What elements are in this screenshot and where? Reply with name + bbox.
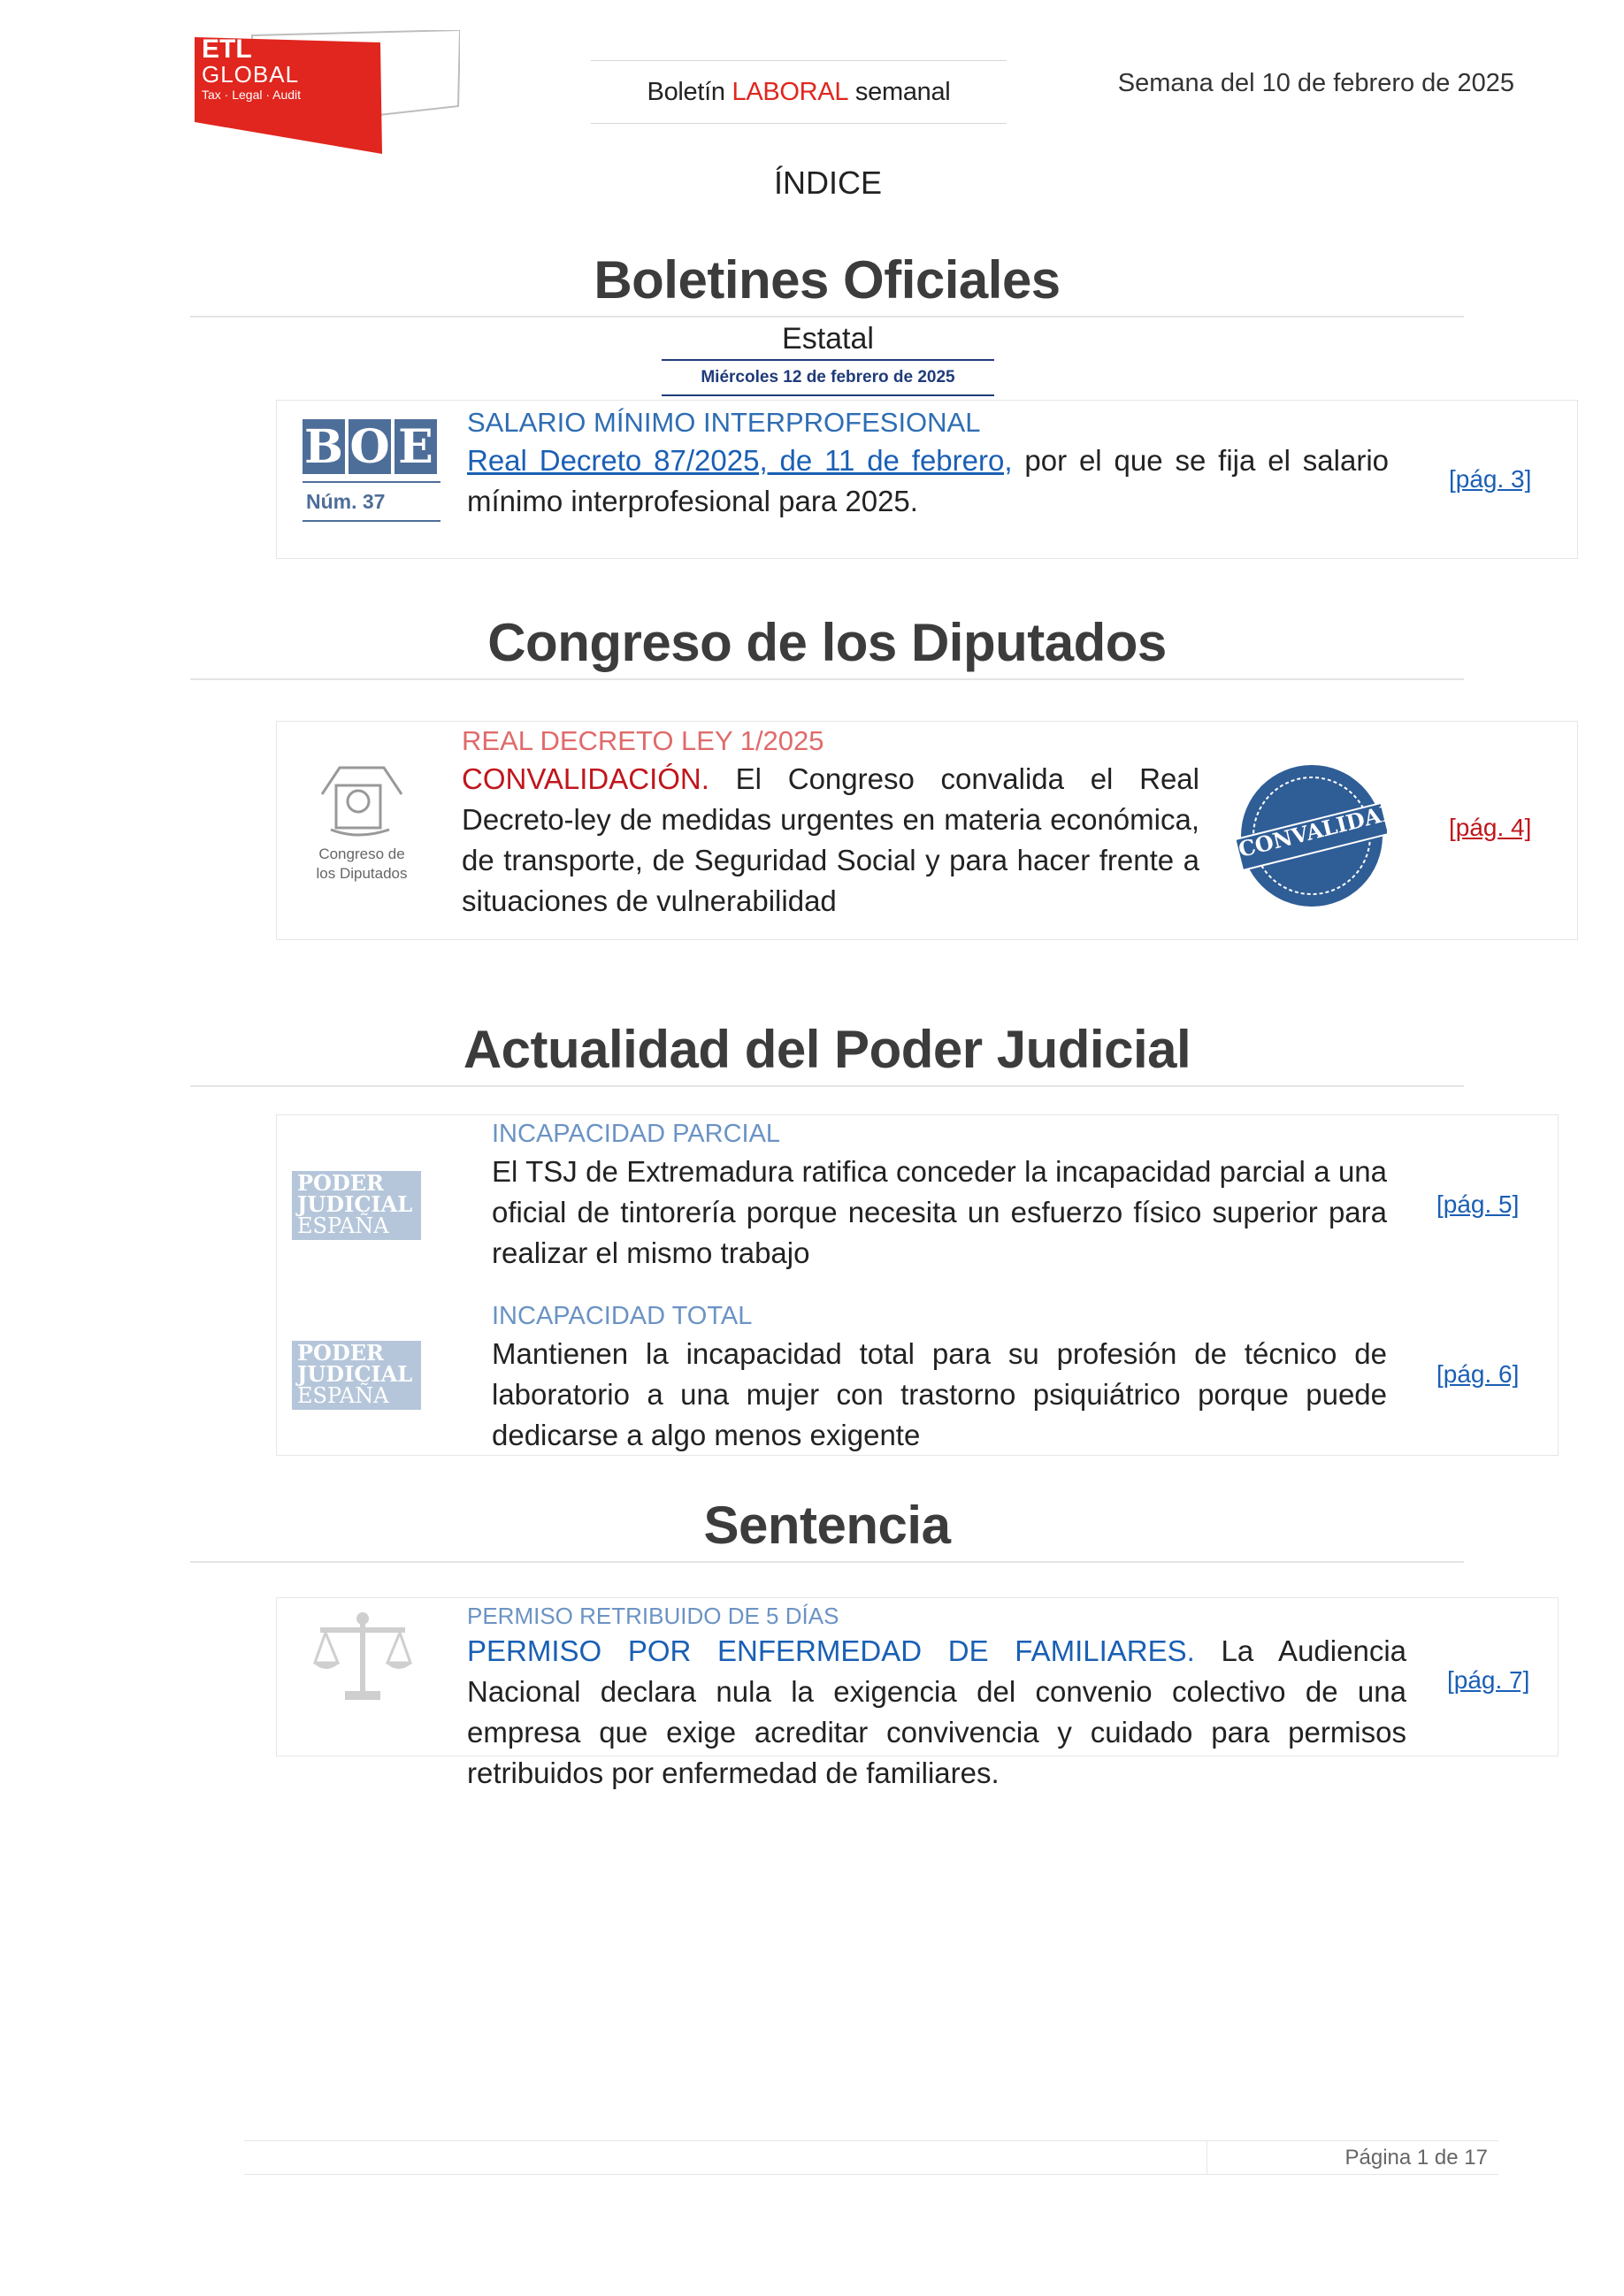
convalidado-stamp [1236, 761, 1420, 911]
page-link-7[interactable]: [pág. 7] [1447, 1666, 1530, 1694]
boe-letter-o: O [349, 419, 390, 474]
pj-line-2: JUDICIAL [297, 1191, 413, 1217]
page-link-5[interactable]: [pág. 5] [1436, 1190, 1520, 1218]
sentencia-item-content [467, 1601, 1406, 1794]
footer-box [244, 2140, 1498, 2175]
item-text: Mantienen la incapacidad total para su profesión de técnico de laboratorio a una mujer con trastorno psiquiátrico porque puede dedicarse a algo menos exigente [492, 1337, 1387, 1451]
poder-judicial-logo [292, 1171, 421, 1240]
logo-global: GLOBAL [202, 61, 300, 88]
footer-page-number: Página 1 de 17 [1344, 2146, 1488, 2170]
item-text: por el que se fija el salario mínimo interprofesional para 2025. [467, 444, 1389, 517]
section-title-boletines: Boletines Oficiales [594, 250, 1061, 310]
item-text: La Audiencia Nacional declara nula la exigencia del convenio colectivo de una empresa que exige acreditar convivencia y cuidado para permisos retribuidos por enfermedad de familiares. [467, 1634, 1406, 1789]
logo-etl: ETL [202, 34, 252, 64]
poder-judicial-logo [292, 1341, 421, 1410]
bulletin-prefix: Boletín [647, 77, 732, 106]
pj-line-1: PODER [297, 1170, 385, 1196]
bulletin-highlight: LABORAL [732, 77, 849, 106]
section-divider [190, 1085, 1464, 1087]
section-divider [190, 316, 1464, 318]
stamp-label: CONVALIDADO [1236, 793, 1420, 863]
pj-line-3: ESPAÑA [297, 1383, 389, 1408]
bulletin-title [591, 60, 1007, 124]
section-title-congreso: Congreso de los Diputados [487, 613, 1167, 672]
item-text: El TSJ de Extremadura ratifica conceder la incapacidad parcial a una oficial de tintorería porque necesita un esfuerzo físico superior para realizar el mismo trabajo [492, 1155, 1387, 1269]
scales-of-justice-icon [313, 1610, 412, 1709]
item-lead: CONVALIDACIÓN. [462, 762, 709, 795]
date-badge: Miércoles 12 de febrero de 2025 [662, 359, 994, 396]
judicial-item-2 [492, 1298, 1387, 1456]
boe-letter-b: B [303, 419, 345, 474]
subsection-title-estatal: Estatal [782, 322, 874, 356]
item-kicker: PERMISO RETRIBUIDO DE 5 DÍAS [467, 1603, 839, 1629]
item-kicker: REAL DECRETO LEY 1/2025 [462, 725, 824, 756]
section-title-sentencia: Sentencia [703, 1496, 951, 1555]
boe-letter-e: E [395, 419, 437, 474]
item-kicker: SALARIO MÍNIMO INTERPROFESIONAL [467, 407, 981, 438]
congreso-caption-1: Congreso de [318, 846, 405, 862]
pj-line-2: JUDICIAL [297, 1361, 413, 1387]
item-kicker: INCAPACIDAD TOTAL [492, 1302, 753, 1330]
week-date: Semana del 10 de febrero de 2025 [1117, 69, 1514, 97]
item-lead: PERMISO POR ENFERMEDAD DE FAMILIARES. [467, 1634, 1195, 1667]
logo-tagline: Tax · Legal · Audit [202, 88, 302, 102]
boe-logo [303, 419, 440, 531]
section-title-judicial: Actualidad del Poder Judicial [463, 1020, 1191, 1079]
page-link-3[interactable]: [pág. 3] [1449, 465, 1532, 493]
congreso-caption-2: los Diputados [316, 865, 408, 882]
pj-line-3: ESPAÑA [297, 1213, 389, 1238]
etl-global-logo [195, 30, 460, 154]
index-title: ÍNDICE [773, 165, 882, 201]
boe-item-content [467, 405, 1389, 522]
pj-line-1: PODER [297, 1340, 385, 1366]
section-divider [190, 678, 1464, 680]
congreso-item-content [462, 723, 1199, 922]
page-link-4[interactable]: [pág. 4] [1449, 814, 1532, 841]
item-kicker: INCAPACIDAD PARCIAL [492, 1120, 781, 1148]
bulletin-suffix: semanal [848, 77, 951, 106]
boe-issue-number: Núm. 37 [303, 481, 440, 522]
section-divider [190, 1561, 1464, 1563]
page-link-6[interactable]: [pág. 6] [1436, 1360, 1520, 1388]
congreso-emblem-icon [304, 759, 419, 840]
real-decreto-link[interactable]: Real Decreto 87/2025, de 11 de febrero, [467, 444, 1013, 477]
item-text: El Congreso convalida el Real Decreto-ley de medidas urgentes en materia económica, de transporte, de Seguridad Social y para hacer frente a situaciones de vulnerabilidad [462, 762, 1199, 917]
judicial-item-1 [492, 1116, 1387, 1274]
congreso-logo [304, 759, 419, 892]
